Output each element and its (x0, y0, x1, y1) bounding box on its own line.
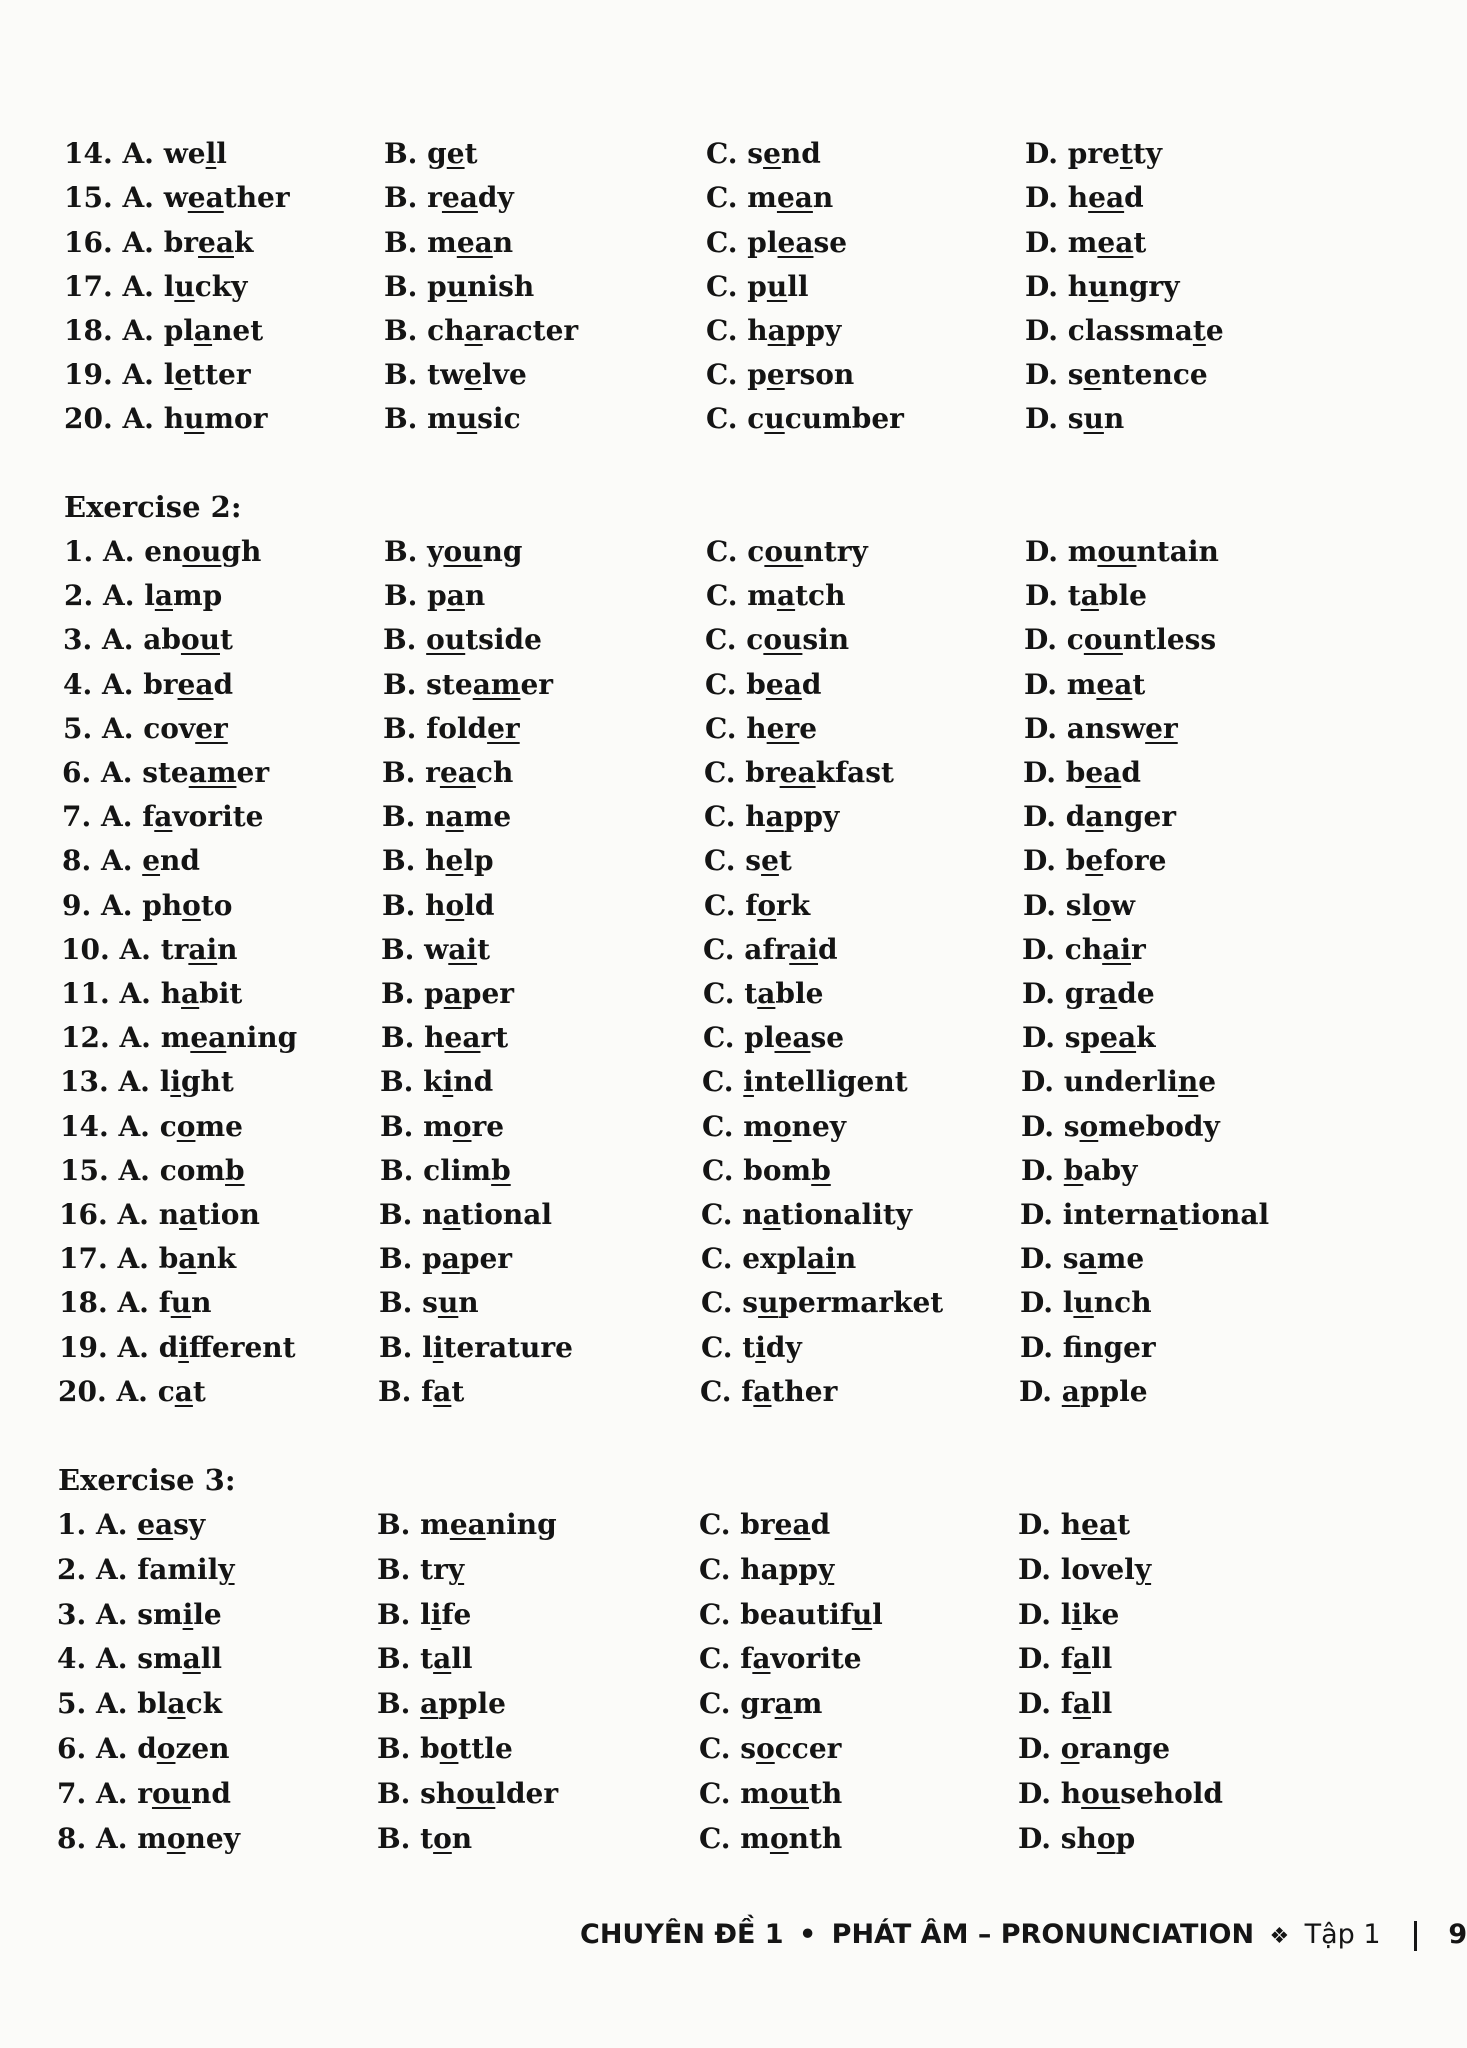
option-b: B. life (377, 1597, 472, 1631)
option-a: 19. A. different (59, 1330, 296, 1364)
question-row (0, 618, 1300, 662)
option-a: 20. A. humor (64, 402, 268, 435)
option-b: B. folder (383, 711, 520, 745)
option-d: D. heat (1018, 1508, 1131, 1541)
question-row (0, 663, 1300, 707)
option-b: B. young (384, 535, 523, 568)
question-row (0, 176, 1300, 220)
option-a: 18. A. planet (64, 314, 264, 347)
option-a: 1. A. enough (64, 535, 262, 568)
option-d: D. orange (1018, 1732, 1171, 1765)
option-b: B. name (382, 800, 512, 834)
exercise-3-heading: Exercise 3: (58, 1463, 236, 1497)
question-row (0, 1016, 1300, 1060)
option-b: B. reach (382, 756, 514, 789)
option-c: C. bomb (702, 1153, 831, 1187)
question-row (0, 1503, 1300, 1547)
option-d: D. sun (1025, 402, 1125, 435)
option-c: C. favorite (699, 1642, 862, 1676)
question-row (0, 309, 1300, 353)
option-a: 14. A. well (64, 137, 227, 170)
option-c: C. happy (706, 314, 842, 347)
option-a: 3. A. smile (57, 1597, 222, 1631)
option-c: C. afraid (703, 932, 838, 966)
option-a: 8. A. money (57, 1821, 240, 1855)
option-d: D. mountain (1025, 535, 1219, 568)
option-d: D. speak (1022, 1021, 1156, 1055)
option-c: C. intelligent (702, 1065, 908, 1099)
option-a: 6. A. steamer (62, 756, 270, 789)
option-c: C. bread (699, 1508, 831, 1541)
option-a: 18. A. fun (59, 1286, 212, 1320)
option-d: D. shop (1018, 1821, 1136, 1855)
option-d: D. underline (1021, 1065, 1217, 1099)
option-a: 5. A. black (57, 1687, 223, 1721)
option-d: D. lunch (1020, 1286, 1152, 1320)
question-row (0, 1817, 1300, 1861)
option-c: C. tidy (701, 1330, 802, 1364)
option-b: B. paper (379, 1242, 513, 1276)
option-d: D. like (1018, 1597, 1120, 1631)
option-d: D. somebody (1021, 1109, 1220, 1143)
option-a: 10. A. train (61, 932, 238, 966)
option-b: B. ready (384, 181, 514, 214)
option-c: C. set (704, 844, 792, 878)
option-b: B. literature (379, 1330, 573, 1364)
option-d: D. bead (1023, 756, 1141, 789)
option-b: B. punish (384, 270, 535, 303)
question-row (0, 132, 1300, 176)
footer-volume: Tập 1 (1304, 1919, 1381, 1950)
option-d: D. classmate (1025, 314, 1224, 347)
option-a: 17. A. bank (59, 1242, 237, 1276)
option-c: C. happy (699, 1552, 835, 1586)
option-c: C. gram (699, 1687, 823, 1721)
option-b: B. meaning (377, 1508, 557, 1541)
page-number: 9 (1448, 1919, 1467, 1950)
question-row (0, 1727, 1300, 1771)
option-b: B. try (377, 1552, 465, 1586)
option-b: B. steamer (383, 667, 554, 701)
question-row (0, 1548, 1300, 1592)
option-b: B. shoulder (377, 1776, 559, 1810)
option-d: D. household (1018, 1776, 1224, 1810)
option-c: C. explain (701, 1242, 857, 1276)
option-d: D. apple (1019, 1374, 1148, 1408)
option-b: B. help (382, 844, 494, 878)
option-a: 4. A. bread (63, 667, 234, 701)
option-c: C. supermarket (701, 1286, 944, 1320)
option-c: C. please (703, 1021, 845, 1055)
option-b: B. ton (377, 1821, 473, 1855)
option-a: 4. A. small (57, 1642, 223, 1676)
option-c: C. mouth (699, 1776, 843, 1810)
option-c: C. fork (704, 888, 811, 922)
question-row (0, 1593, 1300, 1637)
question-row (0, 751, 1300, 795)
question-row (0, 530, 1300, 574)
option-c: C. mean (706, 181, 834, 214)
option-c: C. beautiful (699, 1597, 883, 1631)
question-row (0, 884, 1300, 928)
option-c: C. country (706, 535, 868, 568)
option-c: C. money (702, 1109, 847, 1143)
option-b: B. heart (381, 1021, 509, 1055)
option-c: C. nationality (701, 1198, 913, 1231)
option-b: B. sun (379, 1286, 479, 1320)
option-a: 12. A. meaning (61, 1021, 298, 1055)
option-a: 8. A. end (62, 844, 200, 878)
option-c: C. bead (705, 667, 822, 701)
option-a: 16. A. nation (59, 1198, 260, 1231)
option-b: B. hold (382, 888, 495, 922)
question-row (0, 1772, 1300, 1816)
option-c: C. pull (706, 270, 809, 303)
question-row (0, 1637, 1300, 1681)
option-c: C. breakfast (704, 756, 894, 789)
option-c: C. match (706, 579, 846, 613)
question-row (0, 1370, 1300, 1414)
option-b: B. twelve (384, 358, 527, 391)
option-b: B. tall (377, 1642, 473, 1676)
option-a: 5. A. cover (63, 711, 228, 745)
option-b: B. national (379, 1198, 553, 1231)
footer-divider (1414, 1921, 1417, 1951)
option-d: D. grade (1022, 977, 1155, 1010)
option-d: D. meat (1025, 226, 1147, 259)
option-b: B. wait (381, 932, 490, 966)
question-row (0, 1237, 1300, 1281)
option-d: D. lovely (1018, 1552, 1152, 1586)
option-d: D. sentence (1025, 358, 1208, 391)
option-d: D. fnger (1020, 1330, 1156, 1364)
option-b: B. pan (384, 579, 486, 613)
option-b: B. climb (380, 1153, 511, 1187)
question-row (0, 353, 1300, 397)
option-d: D. chair (1022, 932, 1146, 966)
option-a: 7. A. round (57, 1776, 231, 1810)
option-a: 19. A. letter (64, 358, 251, 391)
question-row (0, 1326, 1300, 1370)
question-row (0, 1105, 1300, 1149)
option-b: B. character (384, 314, 579, 347)
option-c: C. soccer (699, 1732, 842, 1765)
option-c: C. table (703, 977, 824, 1010)
option-d: D. meat (1024, 667, 1146, 701)
option-d: D. hungry (1025, 270, 1180, 303)
option-c: C. please (706, 226, 848, 259)
option-c: C. happy (704, 800, 840, 834)
option-a: 6. A. dozen (57, 1732, 230, 1765)
option-c: C. here (705, 711, 818, 745)
option-a: 1. A. easy (57, 1508, 206, 1541)
option-b: B. mean (384, 226, 514, 259)
option-a: 16. A. break (64, 226, 254, 259)
question-row (0, 795, 1300, 839)
option-d: D. answer (1024, 711, 1178, 745)
option-b: B. kind (380, 1065, 494, 1099)
option-d: D. baby (1021, 1153, 1138, 1187)
option-b: B. get (384, 137, 478, 170)
question-row (0, 574, 1300, 618)
option-d: D. pretty (1025, 137, 1163, 170)
option-c: C. month (699, 1821, 843, 1855)
option-b: B. paper (381, 977, 515, 1010)
option-a: 15. A. comb (60, 1153, 245, 1187)
option-a: 15. A. weather (64, 181, 290, 214)
option-b: B. more (380, 1109, 505, 1143)
option-a: 2. A. lamp (64, 579, 223, 613)
question-row (0, 265, 1300, 309)
option-d: D. danger (1023, 800, 1177, 834)
option-c: C. person (706, 358, 855, 391)
question-row (0, 928, 1300, 972)
option-a: 9. A. photo (62, 888, 233, 922)
option-c: C. cousin (705, 623, 850, 657)
question-row (0, 972, 1300, 1016)
footer-chapter: CHUYÊN ĐỀ 1 (580, 1919, 784, 1950)
option-d: D. slow (1023, 888, 1135, 922)
option-d: D. fall (1018, 1687, 1113, 1721)
question-row (0, 1281, 1300, 1325)
option-a: 17. A. lucky (64, 270, 248, 303)
question-row (0, 1060, 1300, 1104)
option-d: D. table (1025, 579, 1147, 613)
option-c: C. send (706, 137, 821, 170)
option-d: D. international (1020, 1198, 1270, 1231)
option-a: 2. A. family (57, 1552, 235, 1586)
question-row (0, 1193, 1300, 1237)
option-b: B. apple (377, 1687, 506, 1721)
option-d: D. head (1025, 181, 1144, 214)
option-d: D. fall (1018, 1642, 1113, 1676)
footer-bullet: • (799, 1919, 817, 1950)
question-row (0, 1682, 1300, 1726)
question-row (0, 707, 1300, 751)
option-b: B. fat (378, 1374, 465, 1408)
option-d: D. before (1023, 844, 1167, 878)
option-a: 14. A. come (60, 1109, 243, 1143)
option-a: 20. A. cat (58, 1374, 206, 1408)
option-a: 7. A. favorite (62, 800, 264, 834)
option-a: 13. A. light (60, 1065, 234, 1099)
option-b: B. bottle (377, 1732, 513, 1765)
question-row (0, 1149, 1300, 1193)
exercise-2-heading: Exercise 2: (64, 490, 242, 524)
option-b: B. outside (383, 623, 542, 657)
question-row (0, 839, 1300, 883)
question-row (0, 221, 1300, 265)
footer-topic: PHÁT ÂM – PRONUNCIATION (831, 1919, 1255, 1950)
option-a: 11. A. habit (61, 977, 243, 1010)
option-c: C. cucumber (706, 402, 904, 435)
diamond-icon: ❖ (1269, 1924, 1290, 1949)
option-d: D. countless (1024, 623, 1217, 657)
option-d: D. same (1020, 1242, 1145, 1276)
option-a: 3. A. about (63, 623, 233, 657)
question-row (0, 397, 1300, 441)
option-c: C. father (700, 1374, 838, 1408)
page-footer (580, 1910, 1467, 1960)
option-b: B. music (384, 402, 521, 435)
